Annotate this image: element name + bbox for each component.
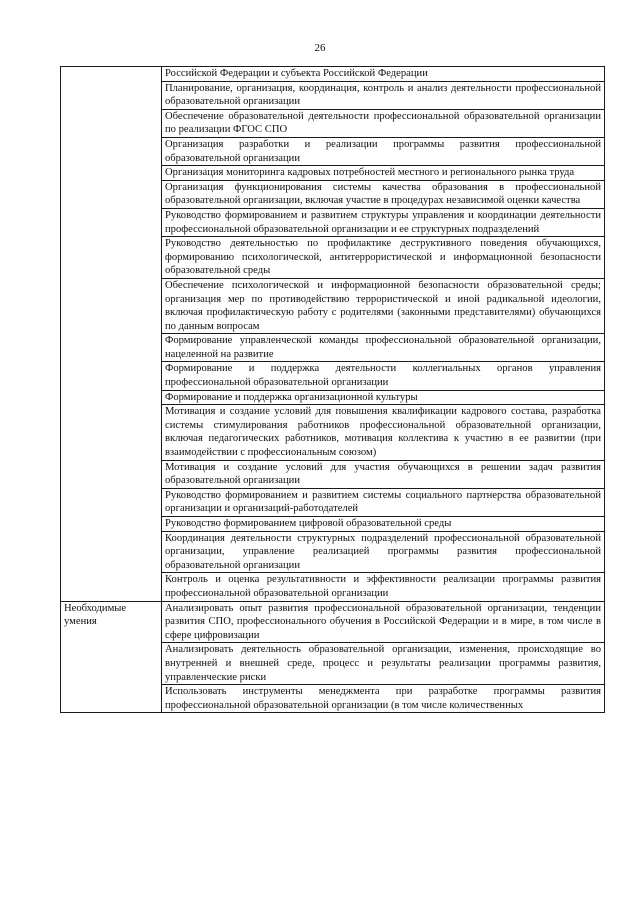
table-cell: Мотивация и создание условий для повышения квалификации кадрового состава, разработка системы стимулирования работников профессиональной образовательной организации, включая педагогических работников, мотивация коллектива к участию в ее развитии (при взаимодействии с профессиональным союзом) — [162, 405, 605, 460]
competency-table-body — [61, 67, 605, 713]
group-label-cell — [61, 67, 162, 602]
table-cell: Формирование и поддержка организационной культуры — [162, 390, 605, 405]
table-cell: Обеспечение психологической и информационной безопасности образовательной среды; организация мер по противодействию террористической и иной радикальной идеологии, включая профилактическую работу с родителями (законными представителями) обучающихся по данным вопросам — [162, 278, 605, 333]
table-row — [61, 67, 605, 82]
table-cell: Использовать инструменты менеджмента при разработке программы развития профессиональной образовательной организации (в том числе количественных — [162, 685, 605, 713]
table-cell: Анализировать деятельность образовательной организации, изменения, происходящие во внутренней и внешней среде, процесс и результаты реализации программы развития, управленческие риски — [162, 643, 605, 685]
table-cell: Руководство формированием и развитием структуры управления и координации деятельности профессиональной образовательной организации и ее структурных подразделений — [162, 208, 605, 236]
page-number: 26 — [314, 42, 326, 54]
group-label-cell: Необходимые умения — [61, 601, 162, 713]
table-cell: Мотивация и создание условий для участия обучающихся в решении задач развития образовательной организации — [162, 460, 605, 488]
table-cell: Планирование, организация, координация, контроль и анализ деятельности профессиональной образовательной организации — [162, 81, 605, 109]
table-cell: Российской Федерации и субъекта Российской Федерации — [162, 67, 605, 82]
table-cell: Организация функционирования системы качества образования в профессиональной образовательной организации, включая участие в процедурах независимой оценки качества — [162, 180, 605, 208]
competency-table — [60, 66, 605, 713]
table-cell: Руководство деятельностью по профилактике деструктивного поведения обучающихся, формированию психологической, антитеррористической и информационной безопасности образовательной среды — [162, 237, 605, 279]
table-cell: Формирование управленческой команды профессиональной образовательной организации, нацеленной на развитие — [162, 334, 605, 362]
table-cell: Руководство формированием и развитием системы социального партнерства образовательной организации и организаций-работодателей — [162, 488, 605, 516]
table-cell: Контроль и оценка результативности и эффективности реализации программы развития профессиональной образовательной организации — [162, 573, 605, 601]
table-cell: Организация разработки и реализации программы развития профессиональной образовательной организации — [162, 137, 605, 165]
table-cell: Организация мониторинга кадровых потребностей местного и регионального рынка труда — [162, 166, 605, 181]
table-cell: Координация деятельности структурных подразделений профессиональной образовательной организации, управление реализацией программы развития профессиональной образовательной организации — [162, 531, 605, 573]
table-cell: Руководство формированием цифровой образовательной среды — [162, 517, 605, 532]
table-cell: Обеспечение образовательной деятельности профессиональной образовательной организации по реализации ФГОС СПО — [162, 109, 605, 137]
table-cell: Формирование и поддержка деятельности коллегиальных органов управления профессиональной образовательной организации — [162, 362, 605, 390]
table-row — [61, 601, 605, 643]
table-cell: Анализировать опыт развития профессиональной образовательной организации, тенденции развития СПО, профессионального обучения в Российской Федерации и в мире, в том числе в сфере цифровизации — [162, 601, 605, 643]
